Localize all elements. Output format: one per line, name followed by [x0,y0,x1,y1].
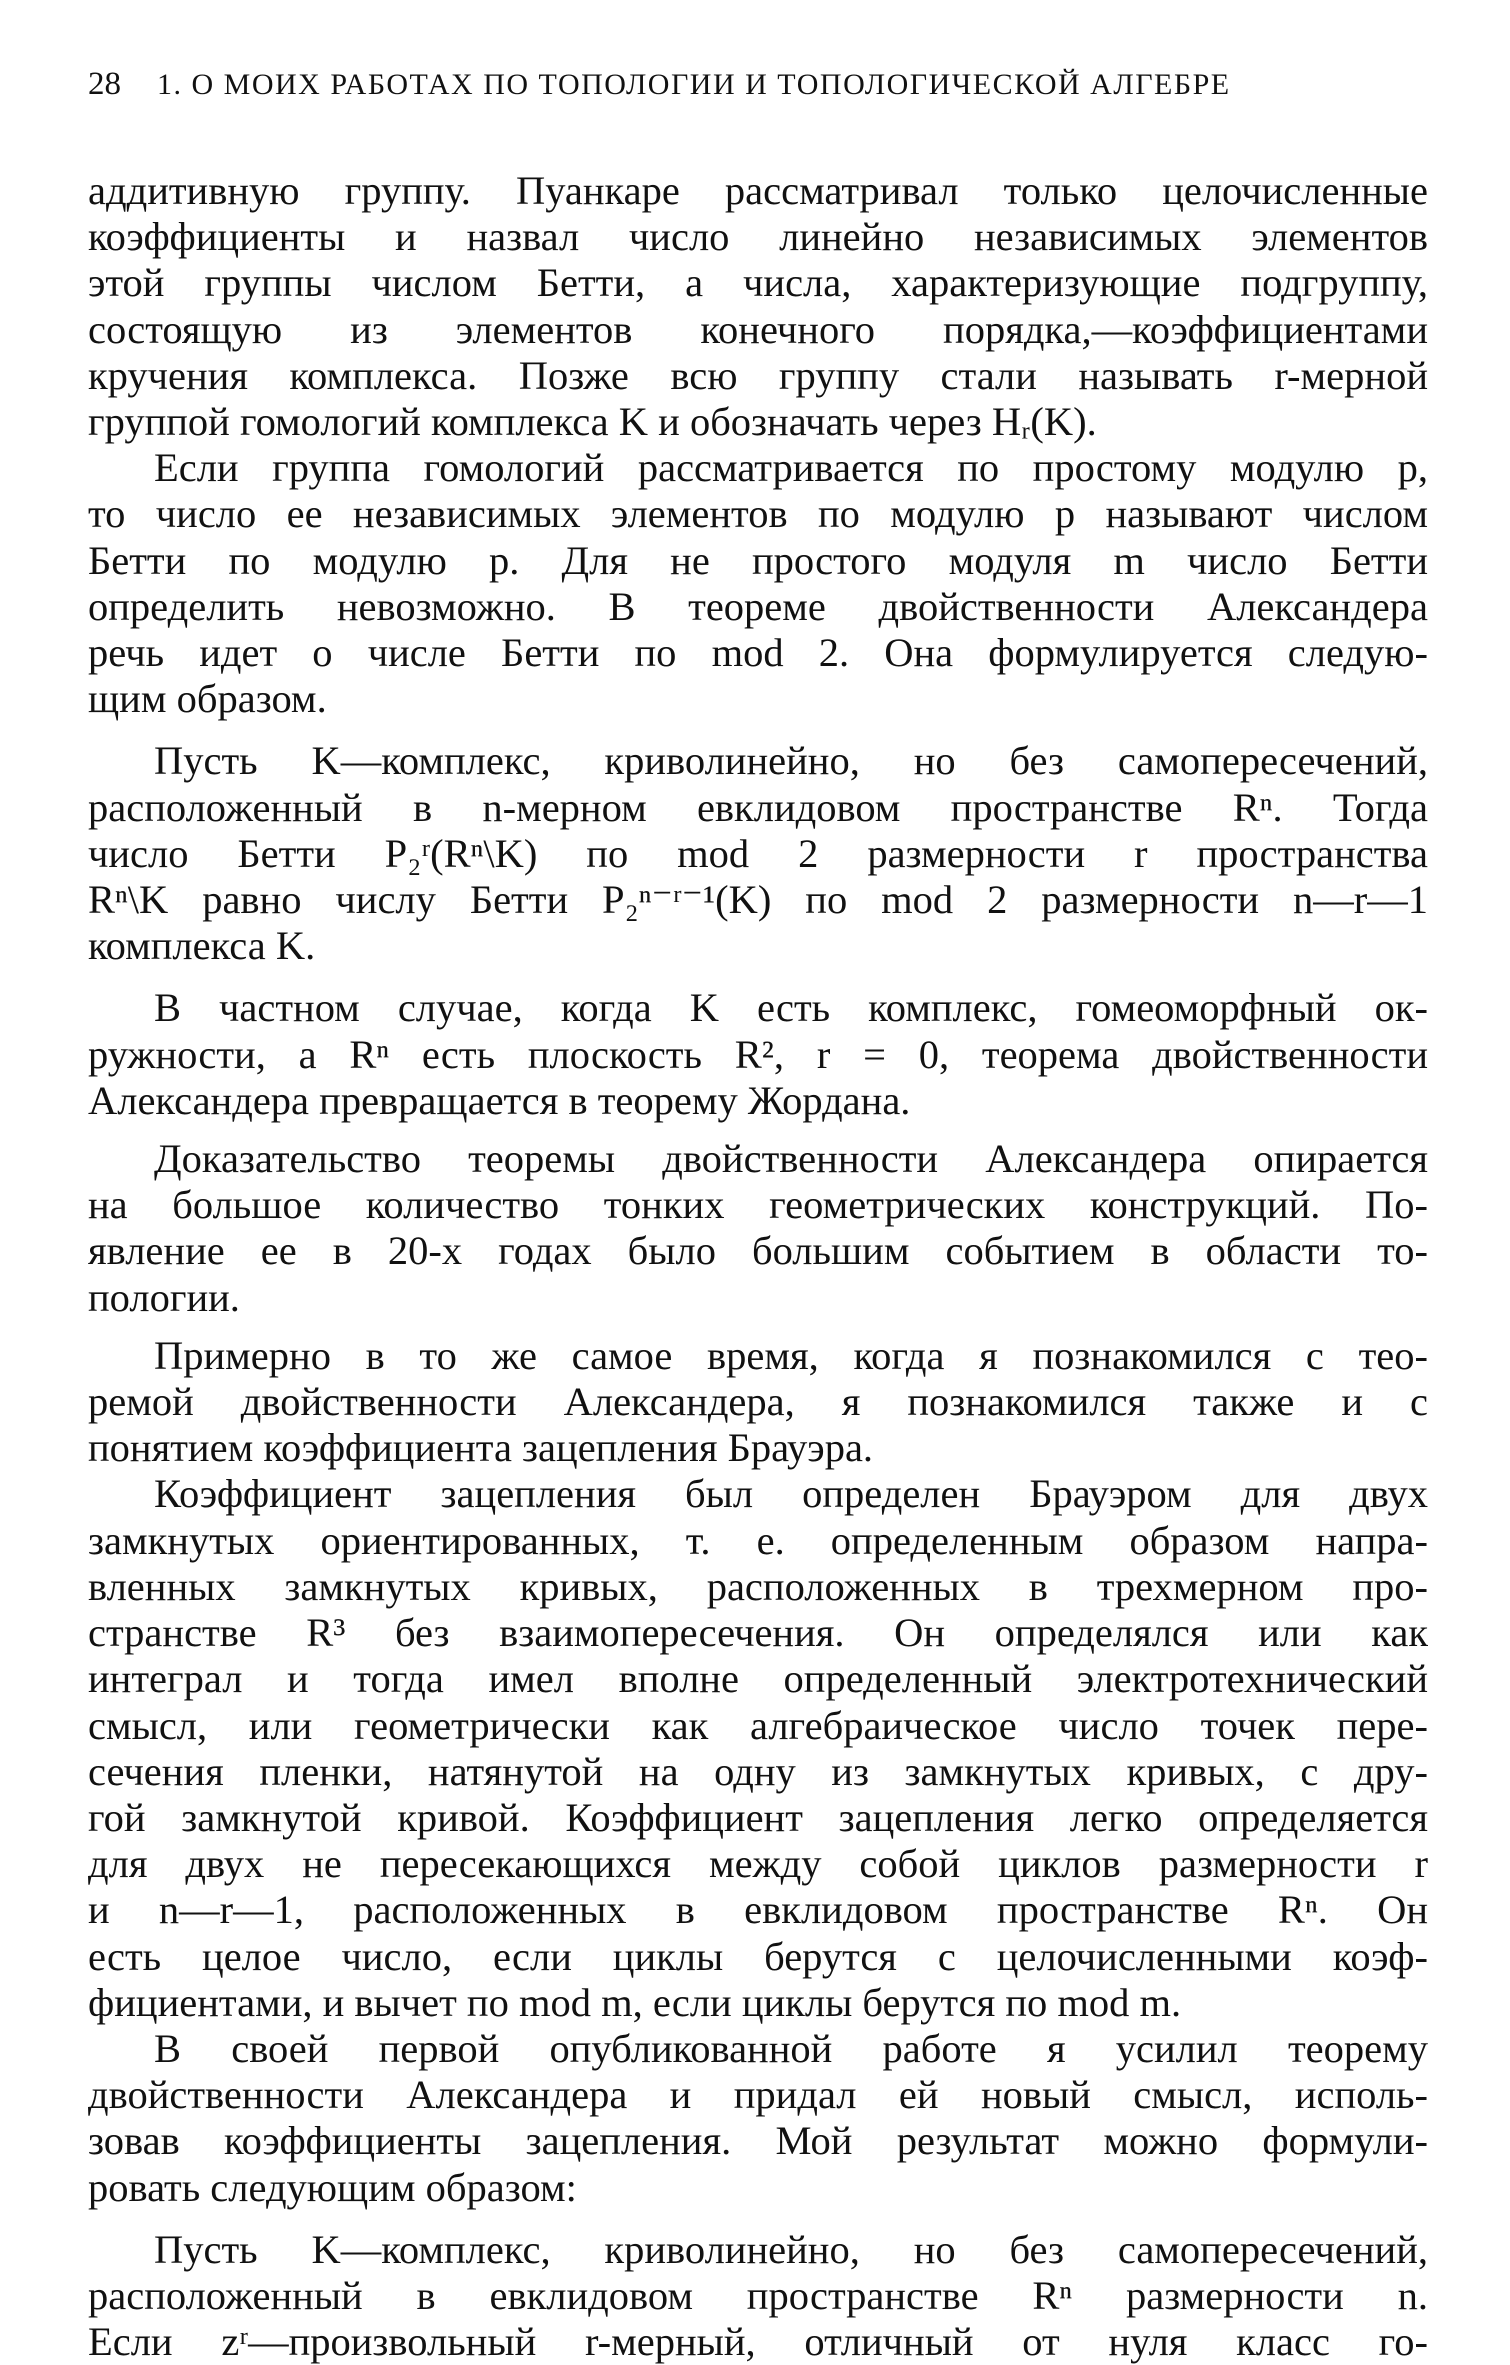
text-line: кручения комплекса. Позже всю группу стали называть r-мерной [88,352,1428,398]
paragraph [88,2026,1428,2211]
text-line: комплекса K. [88,923,316,969]
text-line: Александера превращается в теорему Жордана. [88,1077,911,1123]
text-line: Коэффициент зацепления был определен Брауэром для двух [154,1471,1428,1517]
text-line: щим образом. [88,676,327,722]
theorem-paragraph [88,738,1428,969]
text-line: ровать следующим образом: [88,2164,577,2210]
text-line: В частном случае, когда K есть комплекс, гомеоморфный ок- [154,985,1428,1031]
text-line: двойственности Александера и придал ей новый смысл, исполь- [88,2072,1428,2118]
text-line: на большое количество тонких геометрических конструкций. По- [88,1182,1428,1228]
text-line: пологии. [88,1274,240,1320]
text-line: и n—r—1, расположенных в евклидовом пространстве Rⁿ. Он [88,1887,1428,1933]
spacer [88,1124,1428,1136]
text-line: ремой двойственности Александера, я познакомился также и с [88,1379,1428,1425]
text-line: число Бетти P₂ʳ(Rⁿ\K) по mod 2 размерности r пространства [88,830,1428,876]
text-line: Доказательство теоремы двойственности Александера опирается [154,1136,1428,1182]
spacer [88,969,1428,985]
text-line: зовав коэффициенты зацепления. Мой результат можно формули- [88,2118,1428,2164]
text-line: то число ее независимых элементов по модулю p называют числом [88,491,1428,537]
paragraph [88,445,1428,722]
text-line: сечения пленки, натянутой на одну из замкнутых кривых, с дру- [88,1748,1428,1794]
running-title: 1. О МОИХ РАБОТАХ ПО ТОПОЛОГИИ И ТОПОЛОГИЧЕСКОЙ АЛГЕБРЕ [157,68,1231,101]
text-line: вленных замкнутых кривых, расположенных в трехмерном про- [88,1563,1428,1609]
page-number: 28 [88,66,121,102]
running-head [88,66,1438,103]
text-line: этой группы числом Бетти, а числа, характеризующие подгруппу, [88,260,1428,306]
text-line: смысл, или геометрически как алгебраическое число точек пере- [88,1702,1428,1748]
text-line: Rⁿ\K равно числу Бетти P₂ⁿ⁻ʳ⁻¹(K) по mod 2 размерности n—r—1 [88,877,1428,923]
text-line: Пусть K—комплекс, криволинейно, но без самопересечений, [154,738,1428,784]
text-line: определить невозможно. В теореме двойственности Александера [88,583,1428,629]
spacer [88,2211,1428,2227]
paragraph [88,168,1428,445]
text-line: Если группа гомологий рассматривается по простому модулю p, [154,445,1428,491]
text-line: Примерно в то же самое время, когда я познакомился с тео- [154,1332,1428,1378]
text-line: гой замкнутой кривой. Коэффициент зацепления легко определяется [88,1794,1428,1840]
text-line: ружности, а Rⁿ есть плоскость R², r = 0, теорема двойственности [88,1031,1428,1077]
text-line: явление ее в 20-х годах было большим событием в области то- [88,1228,1428,1274]
text-line: аддитивную группу. Пуанкаре рассматривал только целочисленные [88,168,1428,213]
text-line: странстве R³ без взаимопересечения. Он определялся или как [88,1610,1428,1656]
text-line: Пусть K—комплекс, криволинейно, но без самопересечений, [154,2226,1428,2272]
text-line: расположенный в евклидовом пространстве Rⁿ размерности n. [88,2272,1428,2318]
text-line: Если zʳ—произвольный r-мерный, отличный от нуля класс го- [88,2319,1428,2365]
paragraph [88,1136,1428,1321]
text-line: группой гомологий комплекса K и обозначать через Hᵣ(K). [88,399,1097,445]
text-line: есть целое число, если циклы берутся с целочисленными коэф- [88,1933,1428,1979]
text-line: В своей первой опубликованной работе я усилил теорему [154,2025,1428,2071]
theorem-paragraph [88,2227,1428,2365]
text-line: интеграл и тогда имел вполне определенный электротехнический [88,1656,1428,1702]
paragraph [88,1471,1428,2025]
text-line: состоящую из элементов конечного порядка,—коэффициентами [88,306,1428,352]
text-line: фициентами, и вычет по mod m, если циклы берутся по mod m. [88,1979,1182,2025]
text-line: замкнутых ориентированных, т. е. определенным образом напра- [88,1517,1428,1563]
text-line: расположенный в n-мерном евклидовом пространстве Rⁿ. Тогда [88,784,1428,830]
body-text [88,168,1428,2365]
text-line: Бетти по модулю p. Для не простого модуля m число Бетти [88,537,1428,583]
text-line: коэффициенты и назвал число линейно независимых элементов [88,214,1428,260]
paragraph [88,1333,1428,1472]
spacer [88,722,1428,738]
text-line: речь идет о числе Бетти по mod 2. Она формулируется следую- [88,630,1428,676]
text-line: понятием коэффициента зацепления Брауэра. [88,1425,874,1471]
text-line: для двух не пересекающихся между собой циклов размерности r [88,1841,1428,1887]
spacer [88,1321,1428,1333]
paragraph [88,985,1428,1124]
